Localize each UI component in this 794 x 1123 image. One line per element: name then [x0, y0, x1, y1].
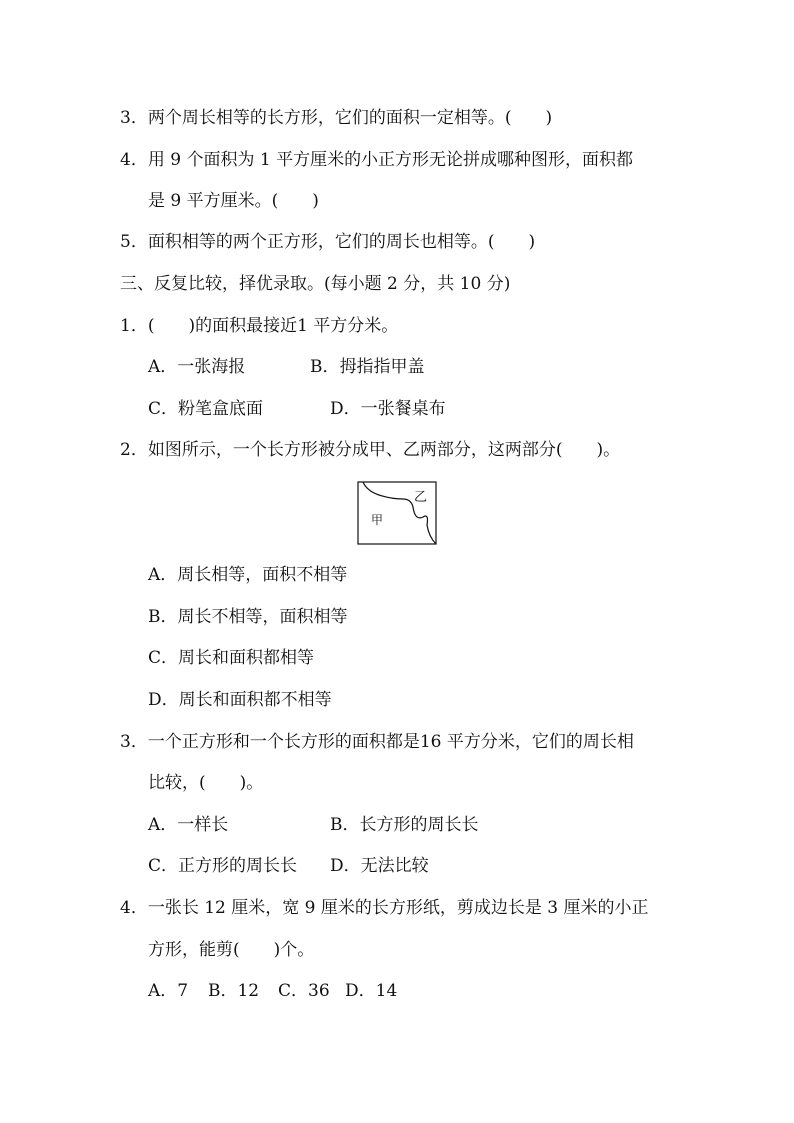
section-3-title: 三、反复比较，择优录取。(每小题 2 分，共 10 分) — [120, 274, 511, 294]
mc-q1-option-d: D．一张餐桌布 — [330, 399, 446, 419]
mc-q2-option-a: A．周长相等，面积不相等 — [148, 565, 348, 585]
rectangle-diagram — [357, 481, 437, 545]
mc-q4-option-b: B．12 — [208, 981, 260, 1001]
mc-q4-option-c: C．36 — [278, 981, 330, 1001]
mc-q2-option-d: D．周长和面积都不相等 — [148, 690, 332, 710]
judgment-q4-line2: 是 9 平方厘米。( ) — [148, 191, 319, 211]
judgment-q5: 5．面积相等的两个正方形，它们的周长也相等。( ) — [120, 232, 536, 252]
mc-q4-option-d: D．14 — [345, 981, 398, 1001]
mc-q3-option-a: A．一样长 — [148, 815, 229, 835]
judgment-q3: 3．两个周长相等的长方形，它们的面积一定相等。( ) — [120, 108, 553, 128]
mc-q4-stem-line2: 方形，能剪( )个。 — [148, 940, 315, 960]
mc-q3-option-b: B．长方形的周长长 — [330, 815, 479, 835]
mc-q1-option-a: A．一张海报 — [148, 357, 246, 377]
mc-q2-option-c: C．周长和面积都相等 — [148, 648, 315, 668]
mc-q4-option-a: A．7 — [148, 981, 189, 1001]
label-yi: 乙 — [414, 490, 428, 505]
judgment-q4-line1: 4．用 9 个面积为 1 平方厘米的小正方形无论拼成哪种图形，面积都 — [120, 150, 634, 170]
mc-q1-option-b: B．拇指指甲盖 — [310, 357, 425, 377]
rectangle-split-figure — [357, 481, 437, 545]
mc-q4-stem-line1: 4．一张长 12 厘米，宽 9 厘米的长方形纸，剪成边长是 3 厘米的小正 — [120, 898, 649, 918]
mc-q1-option-c: C．粉笔盒底面 — [148, 399, 264, 419]
mc-q3-option-d: D．无法比较 — [330, 856, 429, 876]
mc-q2-option-b: B．周长不相等，面积相等 — [148, 607, 348, 627]
mc-q3-option-c: C．正方形的周长长 — [148, 856, 298, 876]
mc-q3-stem-line2: 比较，( )。 — [148, 773, 264, 793]
mc-q3-stem-line1: 3．一个正方形和一个长方形的面积都是16 平方分米，它们的周长相 — [120, 732, 634, 752]
mc-q2-stem: 2．如图所示，一个长方形被分成甲、乙两部分，这两部分( )。 — [120, 440, 621, 460]
mc-q1-stem: 1．( )的面积最接近1 平方分米。 — [120, 316, 399, 336]
label-jia: 甲 — [371, 513, 384, 527]
